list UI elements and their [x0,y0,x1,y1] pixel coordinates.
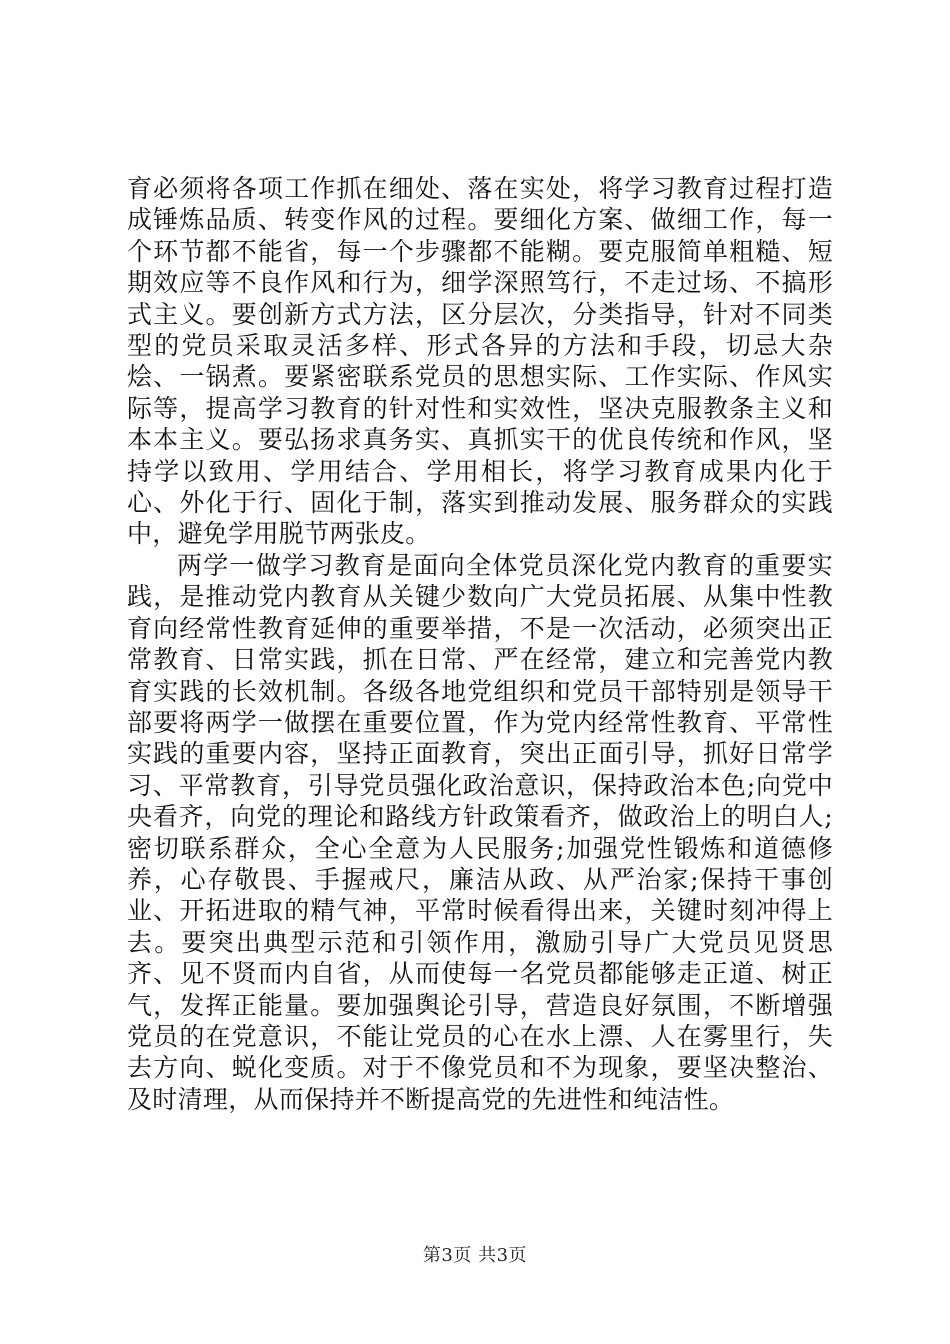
paragraph-continuation: 育必须将各项工作抓在细处、落在实处，将学习教育过程打造成锤炼品质、转变作风的过程。要细化方案、做细工作，每一个环节都不能省，每一个步骤都不能糊。要克服简单粗糙、短期效应等不良作风和行为，细学深照笃行，不走过场、不搞形式主义。要创新方式方法，区分层次，分类指导，针对不同类型的党员采取灵活多样、形式各异的方法和手段，切忌大杂烩、一锅煮。要紧密联系党员的思想实际、工作实际、作风实际等，提高学习教育的针对性和实效性，坚决克服教条主义和本本主义。要弘扬求真务实、真抓实干的优良传统和作风，坚持学以致用、学用结合、学用相长，将学习教育成果内化于心、外化于行、固化于制，落实到推动发展、服务群众的实践中，避免学用脱节两张皮。 [127,174,833,549]
document-body [127,173,833,1115]
page-number-footer: 第3页 共3页 [422,1245,528,1266]
paragraph-liangxue-yizuo: 两学一做学习教育是面向全体党员深化党内教育的重要实践，是推动党内教育从关键少数向广大党员拓展、从集中性教育向经常性教育延伸的重要举措，不是一次活动，必须突出正常教育、日常实践，抓在日常、严在经常，建立和完善党内教育实践的长效机制。各级各地党组织和党员干部特别是领导干部要将两学一做摆在重要位置，作为党内经常性教育、平常性实践的重要内容，坚持正面教育，突出正面引导，抓好日常学习、平常教育，引导党员强化政治意识，保持政治本色;向党中央看齐，向党的理论和路线方针政策看齐，做政治上的明白人;密切联系群众，全心全意为人民服务;加强党性锻炼和道德修养，心存敬畏、手握戒尺，廉洁从政、从严治家;保持干事创业、开拓进取的精气神，平常时候看得出来，关键时刻冲得上去。要突出典型示范和引领作用，激励引导广大党员见贤思齐、见不贤而内自省，从而使每一名党员都能够走正道、树正气，发挥正能量。要加强舆论引导，营造良好氛围，不断增强党员的在党意识，不能让党员的心在水上漂、人在雾里行，失去方向、蜕化变质。对于不像党员和不为现象，要坚决整治、及时清理，从而保持并不断提高党的先进性和纯洁性。 [127,550,833,1114]
